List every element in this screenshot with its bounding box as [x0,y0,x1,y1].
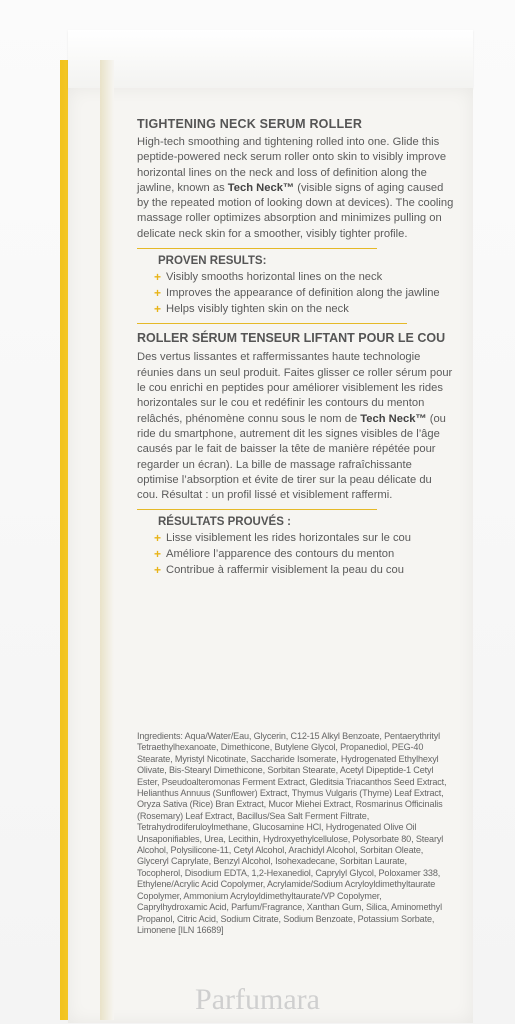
plus-icon: + [154,563,162,578]
plus-icon: + [154,531,162,546]
french-results-title: RÉSULTATS PROUVÉS : [158,516,291,529]
divider [137,248,377,249]
list-item [154,563,455,578]
english-intro: High-tech smoothing and tightening rolled into one. Glide this peptide-powered neck serum roller onto skin to visibly improve horizontal lines on the neck and loss of definition along the jawline, known as [137,136,447,194]
box-top-flap [68,30,473,88]
result-text: Improves the appearance of definition along the jawline [166,286,440,299]
list-item [154,531,455,546]
list-item [154,302,455,317]
divider [137,509,377,510]
plus-icon: + [154,285,162,300]
list-item [154,547,455,562]
french-intro-end: (ou ride du smartphone, autrement dit les signes visibles de l’âge causés par le fait de baisser la tête de manière répétée pour regarder un écran). La bille de massage rafraîchissante optimise l’absorption et évite de tirer sur la peau délicate du cou. Résultat : un profil lissé et visiblement raffermi. [137,412,446,502]
french-bold-term: Tech Neck™ [360,412,427,425]
result-text: Visibly smooths horizontal lines on the neck [166,271,383,284]
english-results-title: PROVEN RESULTS: [158,255,267,268]
result-text: Lisse visiblement les rides horizontales sur le cou [166,532,411,545]
french-description [137,350,455,503]
english-results [154,255,455,316]
result-text: Améliore l’apparence des contours du menton [166,548,395,561]
french-title: ROLLER SÉRUM TENSEUR LIFTANT POUR LE COU [137,331,446,346]
watermark: Parfumara [195,983,320,1016]
list-item [154,286,455,301]
panel-edge [100,60,114,1020]
french-intro: Des vertus lissantes et raffermissantes haute technologie réunies dans un seul produit. Faites glisser ce roller sérum pour le cou enrichi en peptides pour améliorer visiblement les rides horizontales sur le cou et redéfinir les contours du menton relâchés, phénomène connu sous le nom de [137,351,453,425]
english-bold-term: Tech Neck™ [227,181,295,194]
result-text: Contribue à raffermir visiblement la peau du cou [166,564,404,577]
plus-icon: + [154,301,162,316]
english-intro-end: (visible signs of aging caused by the repeated motion of looking down at devices). The cooling massage roller optimizes absorption and minimizes pulling on delicate neck skin for a smoother, visibly tighter profile. [137,181,454,240]
plus-icon: + [154,270,162,285]
divider [137,323,407,324]
plus-icon: + [154,547,162,562]
result-text: Helps visibly tighten skin on the neck [166,302,349,315]
ingredients-list: Ingredients: Aqua/Water/Eau, Glycerin, C12-15 Alkyl Benzoate, Pentaerythrityl Tetraethylhexanoate, Dimethicone, Butylene Glycol, Propanediol, PEG-40 Stearate, Myristyl Nicotinate, Saccharide Isomerate, Hydrogenated Ethylhexyl Olivate, Bis-Stearyl Dimethicone, Sorbitan Stearate, Acetyl Dipeptide-1 Cetyl Ester, Pseudoalteromonas Ferment Extract, Gleditsia Triacanthos Seed Extract, Helianthus Annuus (Sunflower) Extract, Thymus Vulgaris (Thyme) Leaf Extract, Oryza Sativa (Rice) Bran Extract, Mucor Miehei Extract, Rosmarinus Officinalis (Rosemary) Leaf Extract, Bacillus/Sea Salt Ferment Filtrate, Tetrahydrodiferuloylmethane, Glucosamine HCl, Hydrogenated Olive Oil Unsaponifiables, Urea, Lecithin, Hydroxyethylcellulose, Polysorbate 80, Stearyl Alcohol, Polysilicone-11, Cetyl Alcohol, Arachidyl Alcohol, Sorbitan Oleate, Glyceryl Caprylate, Benzyl Alcohol, Isohexadecane, Sorbitan Laurate, Tocopherol, Disodium EDTA, 1,2-Hexanediol, Caprylyl Glycol, Poloxamer 338, Ethylene/Acrylic Acid Copolymer, Acrylamide/Sodium Acryloyldimethyltaurate Copolymer, Ammonium Acryloyldimethyltaurate/VP Copolymer, Caprylhydroxamic Acid, Parfum/Fragrance, Xanthan Gum, Silica, Aminomethyl Propanol, Citric Acid, Sodium Citrate, Sodium Benzoate, Potassium Sorbate, Limonene [ILN 16689] [137,731,447,935]
english-title: TIGHTENING NECK SERUM ROLLER [137,117,363,131]
french-results [154,516,455,577]
english-description [137,135,455,242]
label-text-block [137,117,455,579]
list-item [154,270,455,285]
